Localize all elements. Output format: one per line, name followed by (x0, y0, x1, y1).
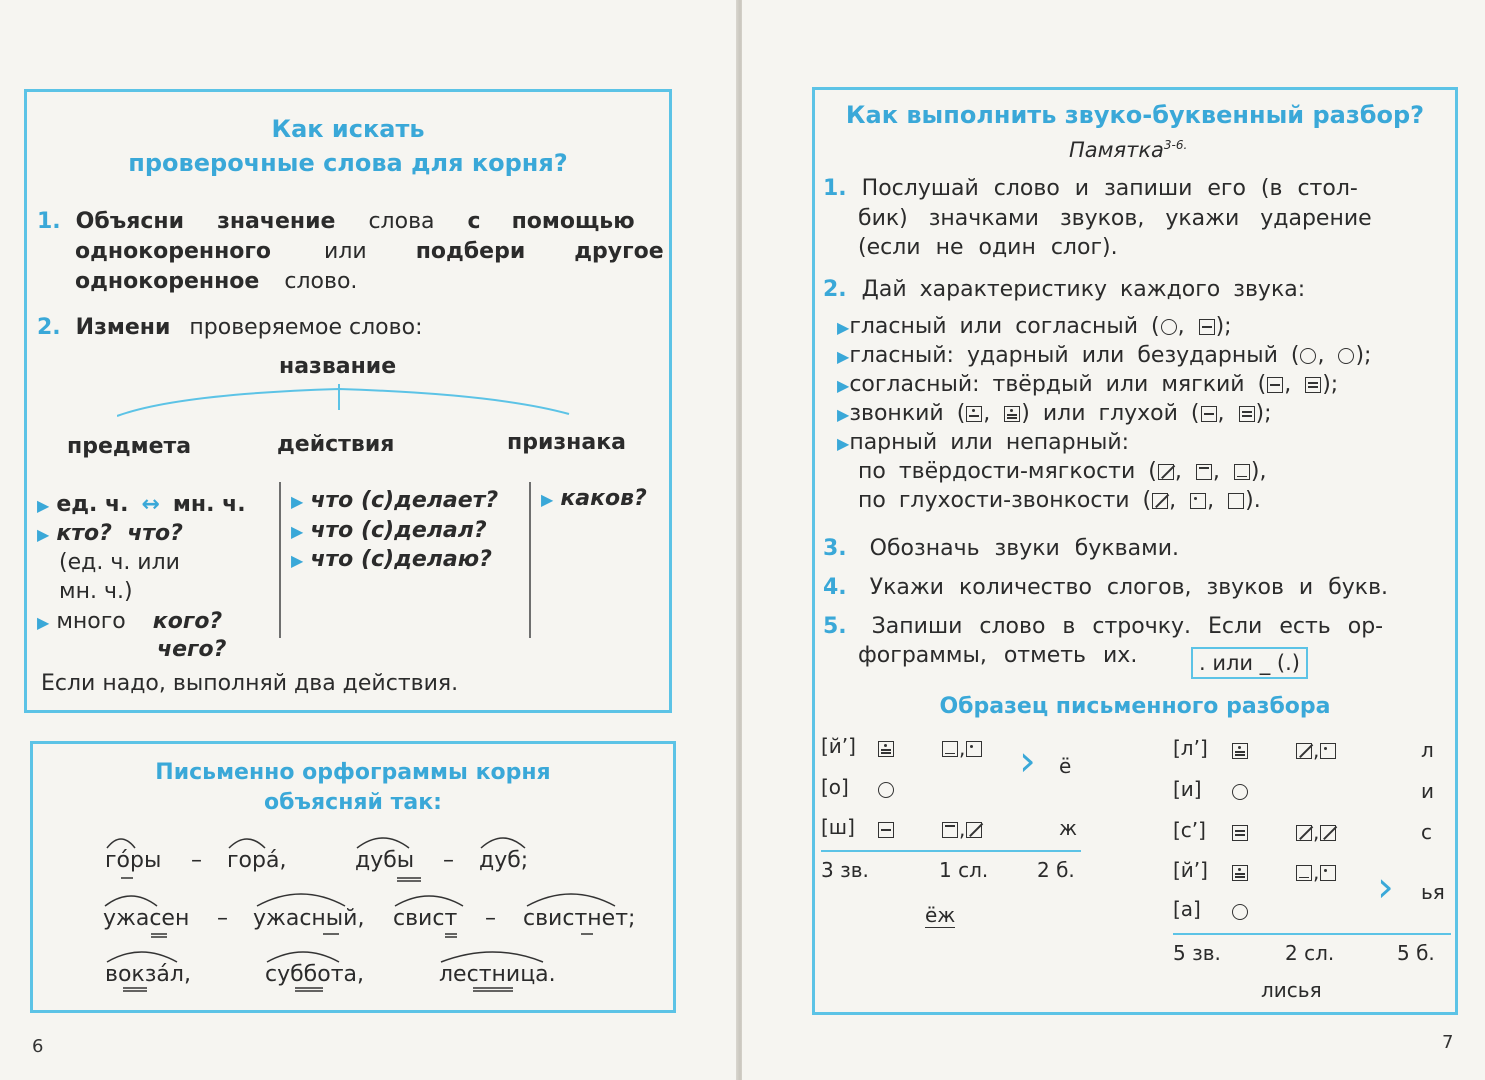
item-number: 1. (37, 209, 61, 234)
sound-letter-box (812, 87, 1458, 1015)
item1-line3 (75, 269, 357, 294)
voiced-soft-icon (1232, 865, 1248, 881)
sample2-divider (1173, 933, 1451, 935)
example-word: свистнет; (523, 906, 636, 931)
item-number: 5. (823, 614, 847, 639)
voiced-soft-icon (1232, 743, 1248, 759)
bullet-triangle-icon: ▶ (37, 613, 50, 632)
root-spelling-box (30, 741, 676, 1013)
sample1-letter: ж (1059, 816, 1078, 840)
example-word: суббота, (265, 962, 364, 987)
unpaired-voiceless-icon (1228, 493, 1244, 509)
item-text: Дай характеристику каждого звука: (861, 277, 1306, 302)
bracket-arrow-icon: › (1019, 736, 1036, 785)
sample2-letter: и (1421, 779, 1434, 803)
root-check-footer: Если надо, выполняй два действия. (41, 671, 459, 696)
col1-row2 (37, 521, 183, 546)
unpaired-voiced-icon (1190, 493, 1206, 509)
example-dash: – (191, 848, 202, 873)
col2-text: что (с)делал? (310, 518, 487, 543)
sample2-sound: [с’] (1173, 818, 1206, 842)
bullet-triangle-icon: ▶ (291, 492, 304, 511)
right-page (742, 0, 1485, 1080)
item-number: 3. (823, 536, 847, 561)
paired-voice-icon (1320, 825, 1336, 841)
sl-bullet2: ▶гласный: ударный или безударный ( , ); (837, 343, 1372, 368)
unpaired-soft-icon (942, 741, 958, 757)
item-text: Послушай слово и запиши его (в стол- (861, 176, 1358, 201)
example-dash: – (443, 848, 454, 873)
column-divider (529, 482, 531, 638)
sample1-pair-marks: , (941, 736, 983, 760)
item1-line2 (75, 239, 664, 264)
page-number: 7 (1442, 1032, 1454, 1053)
sample2-sound: [л’] (1173, 736, 1208, 760)
col1-text: ед. ч. (56, 492, 129, 517)
tree-col3-label: признака (507, 430, 626, 455)
bullet-triangle-icon: ▶ (291, 551, 304, 570)
memo-label (1069, 138, 1187, 162)
example-word: дуб; (479, 848, 529, 873)
tree-col1-label: предмета (67, 434, 192, 459)
bullet-text: по твёрдости-мягкости ( (858, 459, 1157, 484)
sample2-marks (1231, 899, 1249, 923)
bullet-triangle-icon: ▶ (291, 522, 304, 541)
sample2-pair-marks: , (1295, 860, 1337, 884)
example-word: ужасный, (253, 906, 365, 931)
item-number: 2. (823, 277, 847, 302)
item1-word: слова (368, 209, 435, 234)
stressed-vowel-icon (1232, 784, 1248, 800)
col1-row4: мн. ч.) (59, 579, 133, 604)
item-text: Обозначь звуки буквами. (869, 536, 1180, 561)
left-page (0, 0, 738, 1080)
sample2-marks (1231, 820, 1249, 844)
root-spelling-title-line2: объясняй так: (264, 790, 442, 815)
sample1-sound: [й’] (821, 734, 856, 758)
sample2-marks (1231, 779, 1249, 803)
col2-row2 (291, 518, 487, 543)
double-arrow-icon: ↔ (141, 492, 160, 517)
example-word: вокза́л, (105, 962, 191, 987)
orthogram-legend: . или _ (.) (1191, 647, 1308, 679)
item1-word: однокоренное (75, 269, 260, 294)
sample1-divider (821, 850, 1081, 852)
sl-item1-line2: бик) значками звуков, укажи ударение (858, 206, 1372, 231)
sample2-marks (1231, 738, 1249, 762)
sample1-pair-marks: , (941, 817, 983, 841)
unpaired-hard-icon (1196, 464, 1212, 480)
sample1-marks (877, 736, 895, 760)
bullet-text: по глухости-звонкости ( (858, 488, 1152, 513)
item1-word: другое (574, 239, 664, 264)
soft-consonant-icon (1305, 377, 1321, 393)
voiced-soft-icon (1004, 406, 1020, 422)
item1-word: однокоренного (75, 239, 272, 264)
sample2-sound: [й’] (1173, 858, 1208, 882)
sl-item5-line1 (823, 614, 1383, 639)
paired-voice-icon (1152, 493, 1168, 509)
sample1-word: ёж (925, 903, 956, 927)
example-word: лестница. (439, 962, 556, 987)
vowel-circle-icon (1161, 319, 1177, 335)
sample2-letter: ья (1421, 880, 1445, 904)
col1-text: кого? (152, 609, 223, 634)
voiced-hard-icon (966, 406, 982, 422)
sample1-sound: [о] (821, 775, 849, 799)
col2-text: что (с)делаю? (310, 547, 492, 572)
bullet-triangle-icon: ▶ (837, 347, 850, 366)
item2-verb: Измени (75, 315, 171, 340)
root-check-box (24, 89, 672, 713)
item-number: 2. (37, 315, 61, 340)
bullet-text: гласный или согласный ( (849, 314, 1160, 339)
sample1-letter: ё (1059, 754, 1072, 778)
example-word: дубы (355, 848, 415, 873)
unpaired-soft-icon (1234, 464, 1250, 480)
soft-consonant-icon (1232, 825, 1248, 841)
sound-letter-title: Как выполнить звуко-буквенный разбор? (845, 101, 1425, 129)
unstressed-vowel-icon (1232, 904, 1248, 920)
bullet-triangle-icon: ▶ (37, 525, 50, 544)
item1-word: или (324, 239, 367, 264)
item1-word: значение (217, 209, 336, 234)
hard-consonant-icon (1267, 377, 1283, 393)
col1-row1 (37, 492, 246, 517)
sample1-letters-count: 2 б. (1037, 858, 1075, 882)
bracket-arrow-icon: › (1377, 862, 1394, 911)
sl-bullet5 (837, 430, 1129, 455)
item2-text: проверяемое слово: (189, 315, 423, 340)
sample2-letters-count: 5 б. (1397, 941, 1435, 965)
sample2-pair-marks: , (1295, 820, 1337, 844)
sample2-marks (1231, 860, 1249, 884)
col2-text: что (с)делает? (310, 488, 499, 513)
bullet-triangle-icon: ▶ (837, 376, 850, 395)
page-number: 6 (32, 1036, 44, 1057)
voiceless-hard-icon (1201, 406, 1217, 422)
sl-item1-line3: (если не один слог). (858, 235, 1118, 260)
item2-line (37, 315, 422, 340)
unpaired-hard-icon (942, 822, 958, 838)
bullet-triangle-icon: ▶ (837, 318, 850, 337)
col1-text: много (56, 609, 126, 634)
example-dash: – (485, 906, 496, 931)
sl-bullet6: по твёрдости-мягкости ( , , ), (858, 459, 1267, 484)
col2-row3 (291, 547, 492, 572)
sample2-letter: с (1421, 820, 1432, 844)
tree-root-label: название (279, 354, 397, 379)
root-check-title-line2: проверочные слова для корня? (128, 149, 568, 177)
unstressed-vowel-icon (1338, 348, 1354, 364)
consonant-square-icon (1199, 319, 1215, 335)
memo-superscript: 3-6. (1163, 138, 1188, 152)
col3-text: каков? (560, 486, 647, 511)
col2-row1 (291, 488, 498, 513)
unpaired-voiced-icon (966, 741, 982, 757)
bullet-text: гласный: ударный или безударный ( (849, 343, 1300, 368)
sample1-marks (877, 817, 895, 841)
item1-word: подбери (415, 239, 526, 264)
sl-item4 (823, 575, 1388, 600)
sample2-pair-marks: , (1295, 738, 1337, 762)
unpaired-voiced-icon (1320, 865, 1336, 881)
sl-bullet3: ▶согласный: твёрдый или мягкий ( , ); (837, 372, 1339, 397)
voiceless-soft-icon (1239, 406, 1255, 422)
item-text: Запиши слово в строчку. Если есть ор- (871, 614, 1384, 639)
sample1-marks (877, 777, 895, 801)
paired-hard-soft-icon (1158, 464, 1174, 480)
paired-hard-soft-icon (1296, 825, 1312, 841)
sample2-syllables-count: 2 сл. (1285, 941, 1335, 965)
sample2-sound: [а] (1173, 897, 1201, 921)
item1-word: Объясни (75, 209, 185, 234)
root-spelling-title (33, 758, 673, 818)
unpaired-soft-icon (1296, 865, 1312, 881)
bullet-text: согласный: твёрдый или мягкий ( (849, 372, 1267, 397)
sl-item2-line1 (823, 277, 1305, 302)
sample2-sound: [и] (1173, 777, 1202, 801)
paired-hard-soft-icon (1296, 743, 1312, 759)
paired-voice-icon (966, 822, 982, 838)
sample-title: Образец письменного разбора (939, 694, 1331, 719)
bullet-triangle-icon: ▶ (837, 405, 850, 424)
root-spelling-title-line1: Письменно орфограммы корня (155, 760, 551, 785)
col1-text: кто? что? (56, 521, 183, 546)
example-word: ужасен (103, 906, 190, 931)
example-word: го́ры (105, 848, 162, 873)
sl-item3 (823, 536, 1179, 561)
voiced-soft-icon (878, 741, 894, 757)
hard-consonant-icon (878, 822, 894, 838)
sl-item1-line1 (823, 176, 1358, 201)
sl-bullet7: по глухости-звонкости ( , , ). (858, 488, 1261, 513)
stressed-vowel-icon (1300, 348, 1316, 364)
col3-row1 (541, 486, 647, 511)
example-word: свист (393, 906, 458, 931)
col1-row6: чего? (157, 637, 227, 662)
sl-bullet4: ▶звонкий ( , ) или глухой ( , ); (837, 401, 1272, 426)
bullet-triangle-icon: ▶ (37, 496, 50, 515)
item-number: 4. (823, 575, 847, 600)
root-check-title (27, 112, 669, 180)
sample1-sounds-count: 3 зв. (821, 858, 869, 882)
sl-item5-line2: фограммы, отметь их. (858, 643, 1138, 668)
root-check-title-line1: Как искать (271, 115, 425, 143)
col1-text: мн. ч. (172, 492, 246, 517)
tree-col2-label: действия (277, 432, 395, 457)
item-text: Укажи количество слогов, звуков и букв. (869, 575, 1389, 600)
col1-row5 (37, 609, 222, 634)
example-word: гора́, (227, 848, 287, 873)
bullet-text: ) или глухой ( (1021, 401, 1200, 426)
col1-row3: (ед. ч. или (59, 550, 180, 575)
item1-word: с (467, 209, 481, 234)
item1-word: слово. (284, 269, 358, 294)
sample1-sound: [ш] (821, 815, 855, 839)
column-divider (279, 482, 281, 638)
sample2-letter: л (1421, 738, 1434, 762)
example-dash: – (217, 906, 228, 931)
bullet-text: парный или непарный: (849, 430, 1130, 455)
item1-word: помощью (511, 209, 635, 234)
sample2-word: лисья (1261, 978, 1322, 1002)
bullet-triangle-icon: ▶ (837, 434, 850, 453)
stressed-vowel-icon (878, 782, 894, 798)
sample1-syllables-count: 1 сл. (939, 858, 989, 882)
bullet-text: звонкий ( (849, 401, 966, 426)
item-number: 1. (823, 176, 847, 201)
item1-line1 (37, 209, 635, 234)
sl-bullet1: ▶гласный или согласный ( , ); (837, 314, 1232, 339)
sample2-sounds-count: 5 зв. (1173, 941, 1221, 965)
memo-text: Памятка (1069, 138, 1164, 162)
tree-lines (117, 384, 577, 420)
bullet-triangle-icon: ▶ (541, 490, 554, 509)
unpaired-voiced-icon (1320, 743, 1336, 759)
